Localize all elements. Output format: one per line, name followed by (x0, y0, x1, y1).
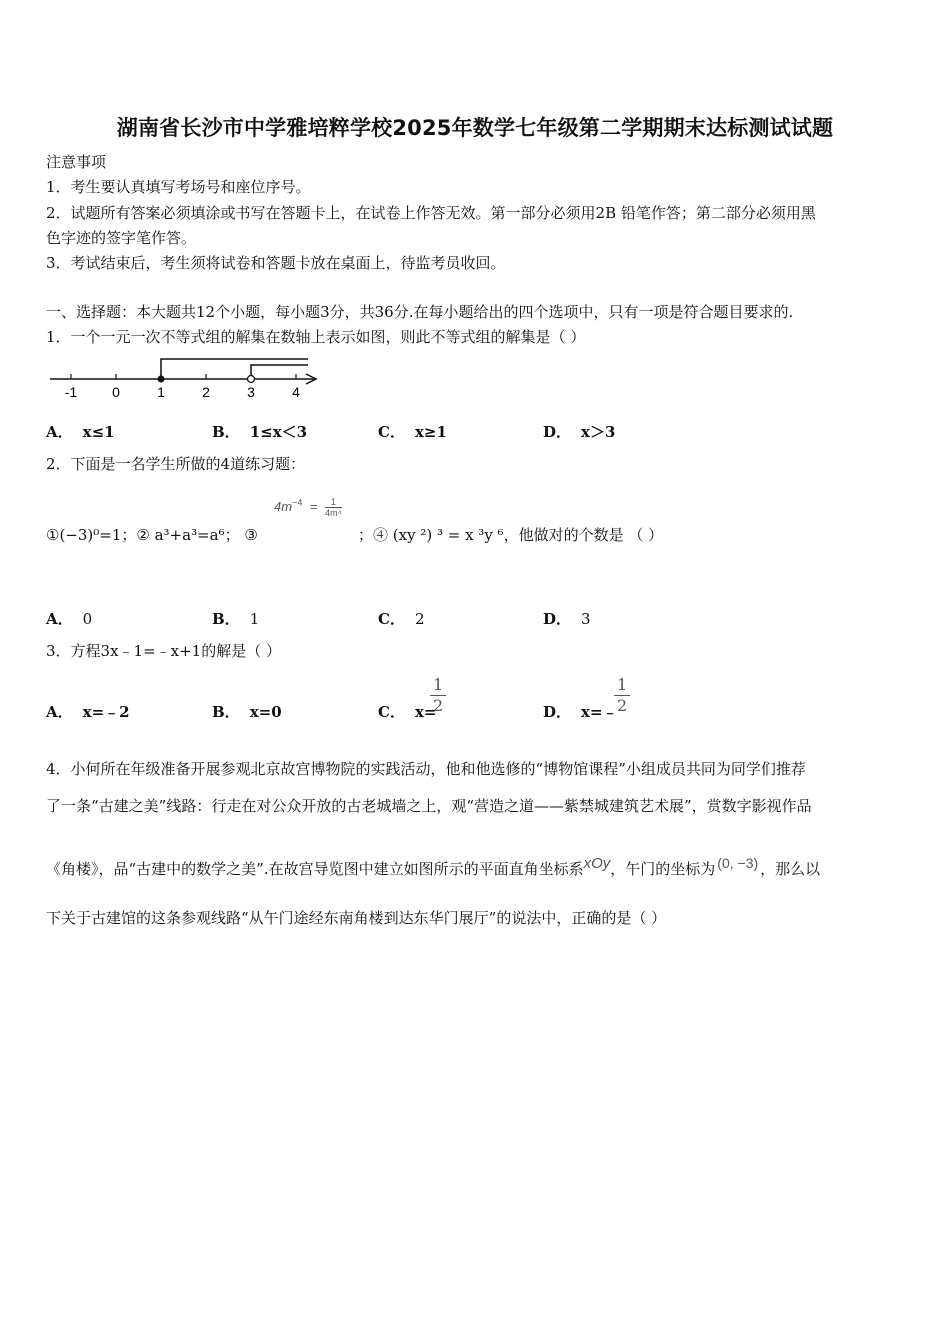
option-b[interactable]: B． 1 (212, 610, 260, 628)
section-heading: 一、选择题：本大题共12个小题，每小题3分，共36分.在每小题给出的四个选项中，只有一项是符合题目要求的. (46, 303, 794, 321)
fraction-one-half: $\frac{1}{2}$ (614, 675, 630, 716)
question-1-stem: 1．一个一元一次不等式组的解集在数轴上表示如图，则此不等式组的解集是（ ） (46, 328, 586, 346)
coordinate-system-label: xOy (583, 855, 611, 872)
question-4-line: 4．小何所在年级准备开展参观北京故宫博物院的实践活动，他和他选修的“博物馆课程”小组成员共同为同学们推荐 (46, 760, 806, 778)
tick-label: -1 (64, 384, 78, 400)
option-b[interactable]: B． x=0 (212, 703, 282, 721)
tick-label: 0 (112, 384, 120, 400)
notice-heading: 注意事项 (46, 153, 107, 171)
formula-image: $4m^{-4}$ = $\frac{1}{\text{4m⁴}}$ (274, 497, 342, 518)
coordinate-value: (0, −3) (717, 855, 759, 871)
option-c[interactable]: C． 2 (378, 610, 425, 628)
tick-label: 4 (292, 384, 300, 400)
option-d[interactable]: D． x=﹣ (543, 703, 618, 721)
question-3-stem: 3．方程3x﹣1=﹣x+1的解是（ ） (46, 642, 281, 660)
option-a[interactable]: A． x≤1 (46, 423, 115, 441)
tick-label: 1 (157, 384, 165, 400)
solution-ray-1 (161, 359, 308, 379)
option-b[interactable]: B． 1≤x＜3 (212, 423, 308, 441)
question-4-line: 《角楼》，品“古建中的数学之美”.在故宫导览图中建立如图所示的平面直角坐标系xOy，午门的坐标为 (0, −3) ，那么以 (46, 855, 821, 878)
fraction-one-half: $\frac{1}{2}$ (430, 675, 446, 716)
question-2-items-part1: ①(−3)⁰=1；② a³+a³=a⁶； ③ (46, 526, 258, 544)
option-d[interactable]: D． 3 (543, 610, 591, 628)
option-a[interactable]: A． 0 (46, 610, 93, 628)
option-d[interactable]: D． x＞3 (543, 423, 616, 441)
closed-dot (158, 376, 165, 383)
notice-item: 色字迹的签字笔作答。 (46, 229, 197, 247)
option-c[interactable]: C． x= (378, 703, 437, 721)
question-4-line: 下关于古建馆的这条参观线路“从午门途经东南角楼到达东华门展厅”的说法中，正确的是（ ） (46, 909, 667, 927)
tick-label: 3 (247, 384, 255, 400)
number-line-figure (46, 352, 326, 402)
tick-label: 2 (202, 384, 210, 400)
notice-item: 2．试题所有答案必须填涂或书写在答题卡上，在试卷上作答无效。第一部分必须用2B 铅笔作答；第二部分必须用黑 (46, 204, 816, 222)
notice-item: 1．考生要认真填写考场号和座位序号。 (46, 178, 311, 196)
notice-item: 3．考试结束后，考生须将试卷和答题卡放在桌面上，待监考员收回。 (46, 254, 506, 272)
open-dot (248, 376, 255, 383)
page-title: 湖南省长沙市中学雅培粹学校2025年数学七年级第二学期期末达标测试试题 (116, 116, 834, 140)
option-c[interactable]: C． x≥1 (378, 423, 447, 441)
question-2-stem: 2．下面是一名学生所做的4道练习题： (46, 455, 306, 473)
option-a[interactable]: A． x=﹣2 (46, 703, 130, 721)
question-2-items-part2: ；④ (xy ²) ³ = x ³y ⁶，他做对的个数是 （ ） (358, 526, 664, 544)
solution-ray-2 (251, 365, 308, 379)
question-4-line: 了一条“古建之美”线路：行走在对公众开放的古老城墙之上，观“营造之道——紫禁城建筑艺术展”，赏数字影视作品 (46, 797, 812, 815)
